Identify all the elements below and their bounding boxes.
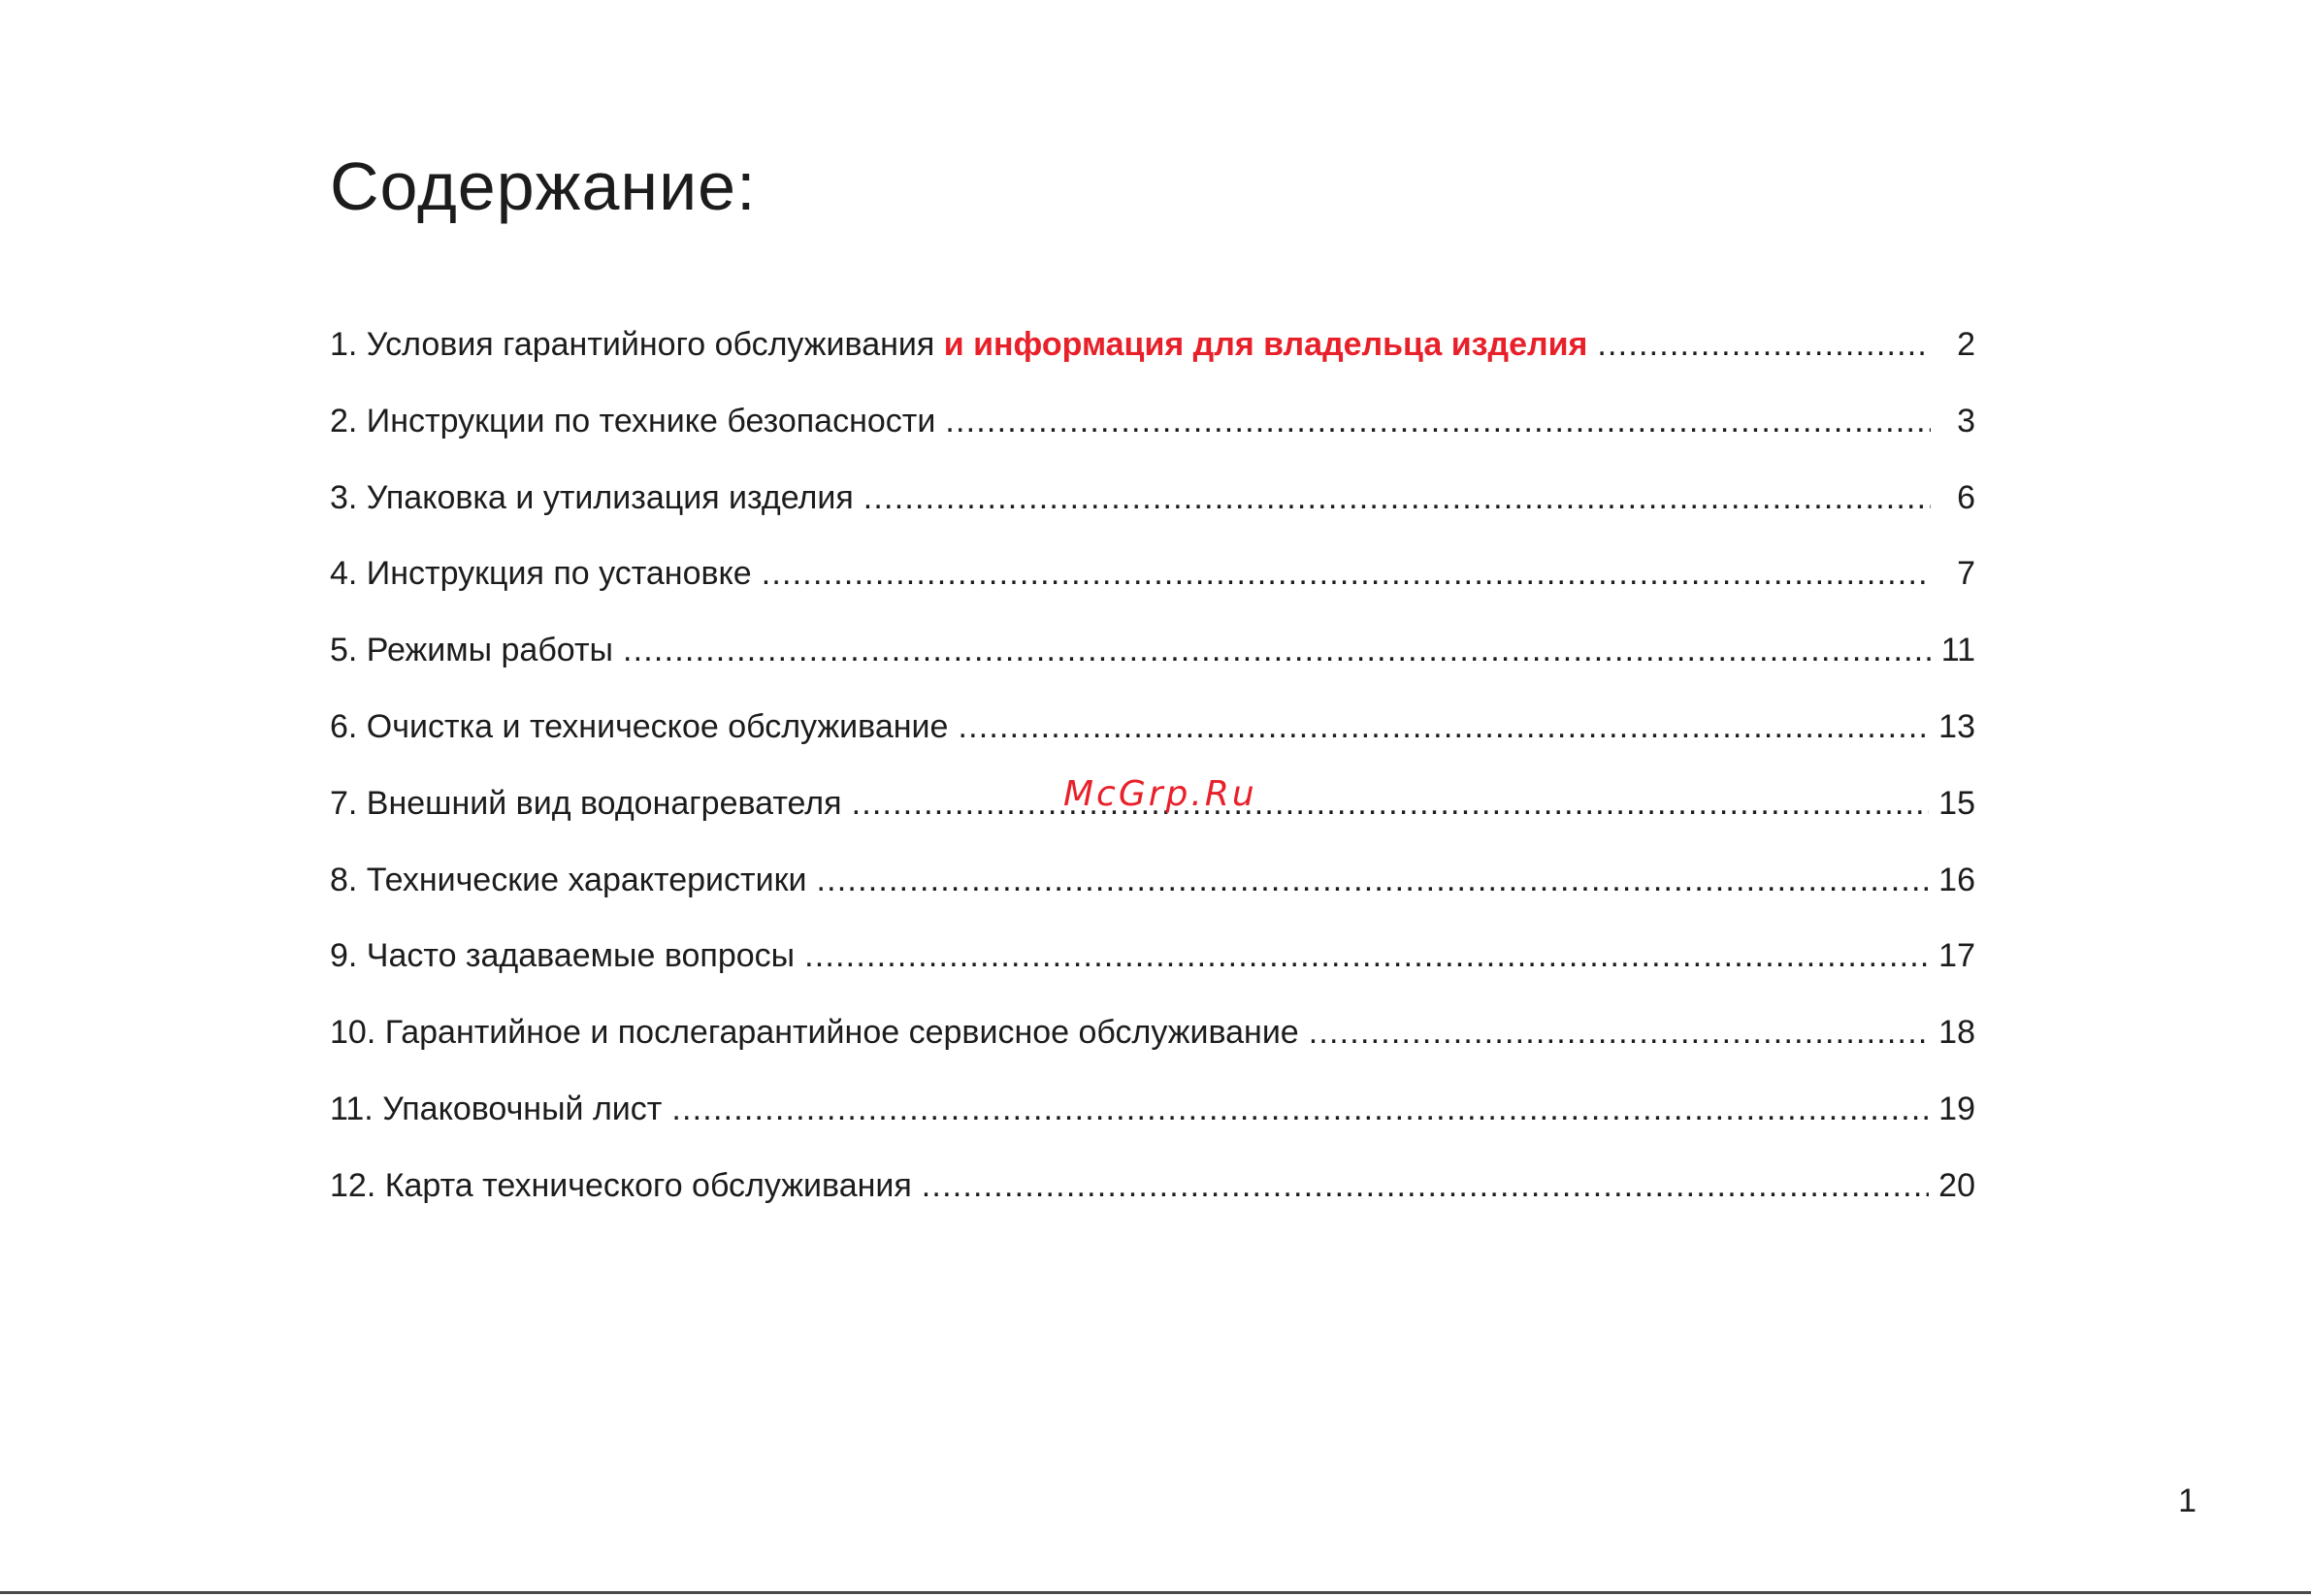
toc-entry-label: 10. Гарантийное и послегарантийное сервисное обслуживание bbox=[330, 1014, 1299, 1052]
toc-entry[interactable] bbox=[330, 1014, 1975, 1091]
toc-entry-label: 1. Условия гарантийного обслуживания bbox=[330, 326, 944, 363]
toc-entry-label: 6. Очистка и техническое обслуживание bbox=[330, 707, 949, 745]
toc-entry[interactable] bbox=[330, 708, 1975, 785]
toc-entry[interactable] bbox=[330, 862, 1975, 938]
toc-entry-page: 20 bbox=[1938, 1166, 1975, 1204]
dot-leader bbox=[804, 937, 1929, 975]
dot-leader bbox=[945, 403, 1931, 440]
toc-entry[interactable] bbox=[330, 632, 1975, 708]
page-title: Содержание: bbox=[330, 148, 757, 224]
toc-entry[interactable] bbox=[330, 1167, 1975, 1244]
toc-entry-label: 5. Режимы работы bbox=[330, 632, 613, 669]
toc-entry-page: 13 bbox=[1938, 707, 1975, 745]
dot-leader bbox=[762, 555, 1931, 593]
toc-entry-page: 7 bbox=[1957, 555, 1975, 593]
toc-entry[interactable] bbox=[330, 479, 1975, 556]
toc-entry-page: 11 bbox=[1940, 632, 1975, 669]
toc-entry-label: 11. Упаковочный лист bbox=[330, 1090, 663, 1127]
toc-entry-page: 15 bbox=[1938, 784, 1975, 822]
dot-leader bbox=[623, 632, 1931, 669]
toc-entry-label: 3. Упаковка и утилизация изделия bbox=[330, 478, 854, 516]
toc-entry-accent: и информация для владельца изделия bbox=[943, 326, 1588, 363]
toc-entry-page: 6 bbox=[1957, 478, 1975, 516]
toc-entry-page: 17 bbox=[1938, 937, 1975, 975]
watermark: McGrp.Ru bbox=[1063, 774, 1257, 814]
toc-entry-label: 9. Часто задаваемые вопросы bbox=[330, 937, 796, 975]
page-number: 1 bbox=[2178, 1482, 2197, 1519]
dot-leader bbox=[863, 479, 1931, 517]
toc-entry-label: 7. Внешний вид водонагревателя bbox=[330, 784, 842, 822]
dot-leader bbox=[922, 1167, 1929, 1205]
toc-entry[interactable] bbox=[330, 555, 1975, 632]
toc-entry-page: 16 bbox=[1938, 861, 1975, 898]
toc-entry-page: 3 bbox=[1957, 402, 1975, 440]
bottom-divider bbox=[0, 1591, 2311, 1594]
toc-entry-page: 18 bbox=[1938, 1014, 1975, 1052]
toc-entry[interactable] bbox=[330, 403, 1975, 479]
dot-leader bbox=[816, 862, 1929, 899]
toc-entry-label: 2. Инструкции по технике безопасности bbox=[330, 402, 936, 440]
dot-leader bbox=[958, 708, 1929, 746]
toc-entry-label: 12. Карта технического обслуживания bbox=[330, 1166, 912, 1204]
toc-entry[interactable] bbox=[330, 1091, 1975, 1167]
toc-entry[interactable] bbox=[330, 937, 1975, 1014]
toc-entry-label: 8. Технические характеристики bbox=[330, 861, 807, 898]
dot-leader bbox=[671, 1091, 1929, 1128]
dot-leader bbox=[1309, 1014, 1929, 1052]
toc-entry-page: 19 bbox=[1938, 1090, 1975, 1127]
toc-entry-page: 2 bbox=[1957, 326, 1975, 363]
toc-entry[interactable] bbox=[330, 326, 1975, 403]
toc-entry-label: 4. Инструкция по установке bbox=[330, 555, 752, 593]
dot-leader bbox=[852, 785, 1930, 823]
dot-leader bbox=[1597, 326, 1931, 364]
